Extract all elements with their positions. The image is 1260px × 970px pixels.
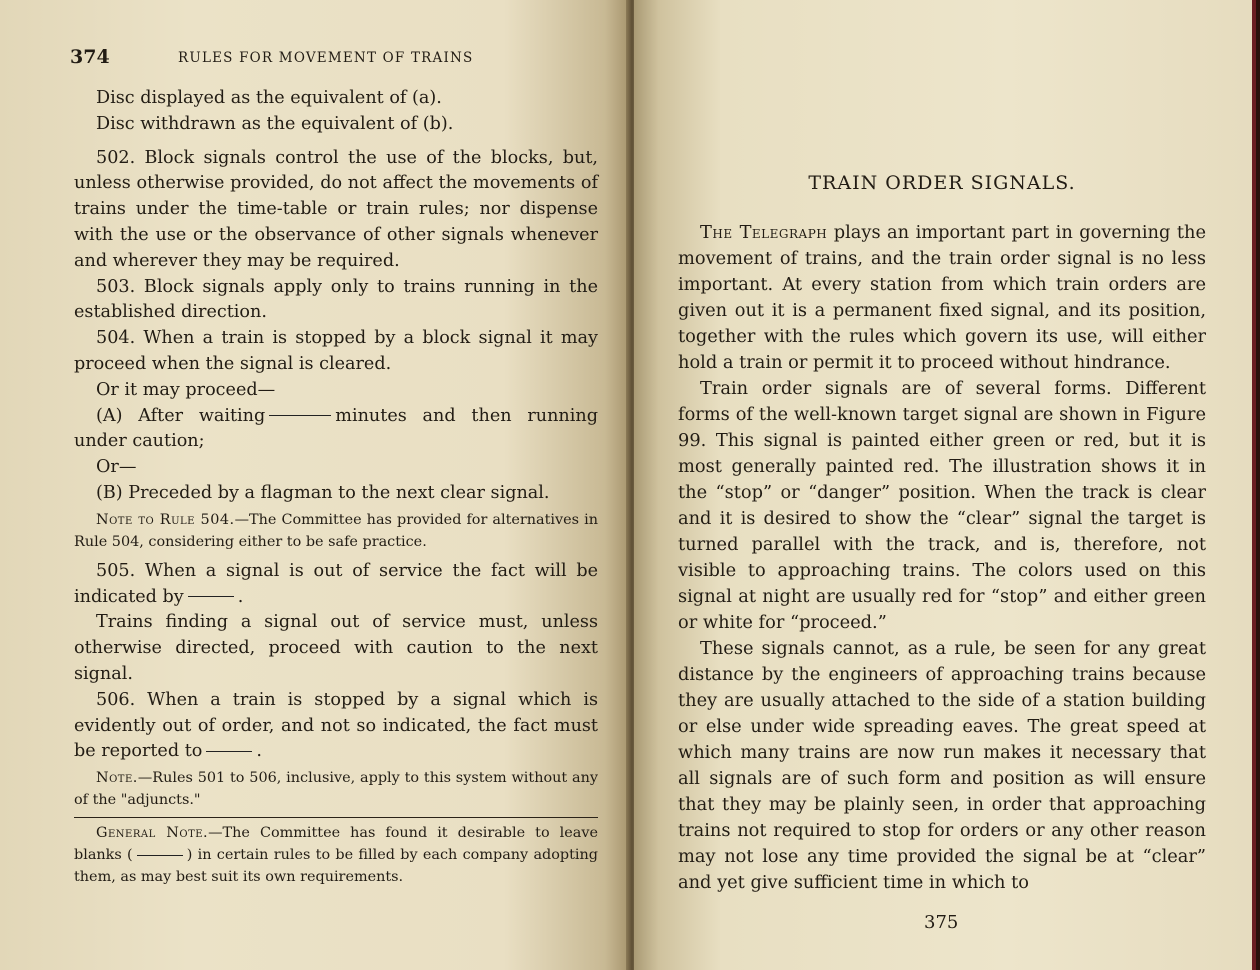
left-page-number: 374	[70, 46, 110, 68]
rule-506	[74, 688, 598, 765]
rule-503: 503. Block signals apply only to trains running in the established direction.	[74, 276, 598, 323]
paragraph-2: Train order signals are of several forms. Different forms of the well-known target signal are shown in Figure 99. This signal is painted either green or red, but it is most generally painted red. The illustration shows it in the “stop” or “danger” position. When the track is clear and it is desired to show the “clear” signal the target is turned parallel with the track, and is, therefore, not visible to approaching trains. The colors used on this signal at night are usually red for “stop” and either green or white for “proceed.”	[678, 378, 1206, 633]
general-note	[74, 822, 598, 888]
rule-505-continued: Trains finding a signal out of service must, unless otherwise directed, proceed with caution to the next signal.	[74, 612, 598, 684]
note-504-label: Note to Rule 504.	[96, 511, 235, 528]
general-note-text-1: —The Committee has found it desirable to leave blanks (	[74, 825, 598, 864]
left-page-header	[70, 46, 600, 70]
note-504-text: —The Committee has provided for alternatives in Rule 504, considering either to be safe practice.	[74, 511, 598, 550]
option-b: (B) Preceded by a flagman to the next clear signal.	[96, 482, 550, 503]
right-page-number: 375	[924, 912, 959, 933]
option-a-end: minutes and then running under caution;	[74, 405, 598, 452]
paragraph-1-lead: The Telegraph	[700, 222, 828, 243]
blank-line	[269, 415, 331, 416]
rule-505	[74, 559, 598, 611]
or-it-may-proceed: Or it may proceed—	[96, 379, 276, 400]
general-note-label: General Note.	[96, 825, 209, 842]
rule-505-start: 505. When a signal is out of service the fact will be indicated by	[74, 560, 598, 607]
note-label: Note.	[96, 770, 138, 787]
running-head: RULES FOR MOVEMENT OF TRAINS	[178, 50, 474, 66]
or-line: Or—	[96, 457, 137, 478]
paragraph-1	[678, 220, 1206, 376]
blank-line	[137, 855, 183, 856]
cover-edge	[1252, 0, 1256, 970]
left-page-body	[74, 86, 598, 894]
disc-a-line: Disc displayed as the equivalent of (a).	[96, 88, 442, 108]
note-rules-501-506	[74, 767, 598, 811]
section-title: TRAIN ORDER SIGNALS.	[808, 172, 1076, 194]
rule-506-start: 506. When a train is stopped by a signal which is evidently out of order, and not so indicated, the fact must be reported to	[74, 689, 598, 762]
right-page	[634, 0, 1256, 970]
option-a	[74, 404, 598, 456]
rule-502: 502. Block signals control the use of the blocks, but, unless otherwise provided, do not affect the movements of trains under the time-table or train rules; nor dispense with the use or the observance of other signals whenever and wherever they may be required.	[74, 147, 598, 271]
paragraph-3: These signals cannot, as a rule, be seen for any great distance by the engineers of approaching trains because they are usually attached to the side of a station building or else under wide spreading eaves. The great speed at which many trains are now run makes it necessary that all signals are of such form and position as will ensure that they may be plainly seen, in order that approaching trains not required to stop for orders or any other reason may not lose any time provided the signal be at “clear” and yet give sufficient time in which to	[678, 638, 1206, 893]
general-note-text-2: ) in certain rules to be filled by each company adopting them, as may best suit its own requirements.	[74, 847, 598, 886]
note-text: —Rules 501 to 506, inclusive, apply to this system without any of the "adjuncts."	[74, 770, 598, 809]
divider	[74, 817, 598, 818]
right-page-body	[678, 170, 1206, 896]
rule-505-end: .	[237, 586, 244, 607]
paragraph-1-text: plays an important part in governing the movement of trains, and the train order signal is no less important. At every station from which train orders are given out it is a permanent fixed signal, and its position, together with the rules which govern its use, will either hold a train or permit it to proceed without hindrance.	[678, 222, 1206, 373]
rule-504: 504. When a train is stopped by a block signal it may proceed when the signal is cleared.	[74, 328, 598, 374]
blank-line	[188, 596, 234, 597]
option-a-start: (A) After waiting	[96, 405, 266, 426]
note-to-rule-504	[74, 509, 598, 553]
disc-b-line: Disc withdrawn as the equivalent of (b).	[96, 113, 454, 134]
blank-line	[206, 751, 252, 752]
rule-506-end: .	[256, 741, 262, 762]
